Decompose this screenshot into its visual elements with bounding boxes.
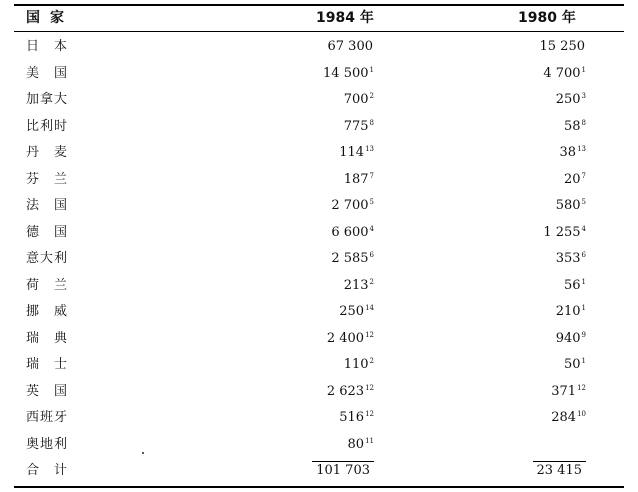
table-row (14, 34, 624, 61)
table-body (14, 34, 624, 485)
value-1984-value: 6 600 (331, 224, 369, 240)
value-1984 (344, 114, 374, 141)
value-1984 (327, 379, 374, 406)
value-1984-note: 1 (369, 65, 374, 74)
header-country: 国家 (26, 10, 74, 26)
country-name: 德 国 (26, 224, 69, 240)
total-label: 合 计 (26, 463, 69, 478)
table-row (14, 432, 624, 459)
value-1984 (339, 405, 374, 432)
value-1980 (556, 326, 586, 353)
value-1984-note: 6 (369, 251, 374, 259)
value-1980-note: 1 (581, 65, 586, 74)
header-1984: 1984 年 (316, 10, 374, 26)
value-1980-value: 20 (563, 171, 581, 187)
value-1984 (348, 432, 374, 459)
country-name: 日 本 (26, 39, 69, 54)
value-1980-value: 353 (555, 251, 581, 266)
country-name: 丹 麦 (26, 145, 69, 160)
value-1984-value: 775 (343, 118, 369, 134)
value-1984 (344, 167, 374, 194)
value-1984 (344, 87, 374, 114)
country-name: 瑞 典 (26, 330, 69, 346)
value-1984 (344, 273, 374, 300)
total-row (14, 458, 624, 485)
country-name: 荷 兰 (26, 277, 69, 293)
value-1984-value: 67 300 (327, 39, 373, 54)
value-1980-value: 58 (563, 118, 581, 134)
value-1980 (560, 140, 586, 167)
table-row (14, 326, 624, 353)
country-name: 意大利 (26, 251, 69, 266)
table-row (14, 167, 624, 194)
value-1984-value: 516 (339, 410, 365, 425)
value-1984-value: 110 (343, 357, 369, 372)
value-1980-value: 50 (563, 357, 581, 372)
value-1984-note: 12 (365, 383, 374, 392)
value-1980-note: 7 (581, 171, 586, 180)
value-1980 (585, 432, 586, 459)
scan-speck (142, 452, 144, 454)
value-1980-value: 1 255 (543, 224, 581, 240)
value-1980-note: 6 (581, 251, 586, 259)
value-1980-note: 1 (581, 304, 586, 312)
value-1980 (564, 167, 586, 194)
value-1980 (543, 61, 586, 88)
value-1984-note: 2 (369, 357, 374, 365)
value-1984-note: 7 (369, 171, 374, 180)
table-row (14, 220, 624, 247)
country-name: 芬 兰 (26, 171, 69, 187)
value-1980-value: 250 (555, 92, 581, 107)
value-1980-note: 5 (581, 198, 586, 206)
value-1984-note: 13 (365, 145, 374, 153)
value-1980-value: 284 (551, 410, 577, 425)
table-row (14, 140, 624, 167)
table-row (14, 352, 624, 379)
country-name: 奥地利 (26, 436, 69, 452)
value-1980-value: 56 (563, 277, 581, 293)
value-1984 (344, 352, 374, 379)
total-1980-value: 23 415 (533, 461, 587, 478)
value-1984-note: 2 (369, 92, 374, 100)
value-1984 (339, 140, 374, 167)
value-1984-note: 11 (365, 436, 374, 445)
value-1984-value: 187 (343, 171, 369, 187)
value-1980-value: 4 700 (543, 65, 581, 81)
value-1980 (564, 352, 586, 379)
value-1984 (331, 220, 374, 247)
value-1980 (556, 193, 586, 220)
table-row (14, 114, 624, 141)
value-1980 (556, 87, 586, 114)
value-1984-value: 14 500 (323, 65, 369, 81)
value-1980-note: 4 (581, 224, 586, 233)
country-name: 西班牙 (26, 410, 69, 425)
value-1980-value: 210 (555, 304, 581, 319)
value-1980 (540, 34, 587, 61)
table-row (14, 379, 624, 406)
total-1984 (312, 458, 374, 485)
total-1984-value: 101 703 (312, 461, 374, 478)
value-1980 (543, 220, 586, 247)
value-1984-value: 2 585 (331, 251, 369, 266)
value-1984-note: 12 (365, 330, 374, 339)
country-name: 瑞 士 (26, 357, 69, 372)
value-1980-note: 13 (577, 145, 586, 153)
country-name: 法 国 (26, 198, 69, 213)
value-1984 (323, 61, 374, 88)
value-1984-value: 213 (343, 277, 369, 293)
value-1980 (551, 405, 586, 432)
value-1980-value: 38 (559, 145, 577, 160)
value-1980 (564, 273, 586, 300)
value-1984 (331, 246, 374, 273)
country-name: 挪 威 (26, 304, 69, 319)
total-1980 (533, 458, 587, 485)
country-name: 美 国 (26, 65, 69, 81)
table-row (14, 273, 624, 300)
table-row (14, 405, 624, 432)
value-1980 (556, 299, 586, 326)
value-1980-note: 8 (581, 118, 586, 127)
value-1984-note: 5 (369, 198, 374, 206)
country-name: 比利时 (26, 118, 69, 134)
table-row (14, 246, 624, 273)
value-1980-note: 10 (577, 410, 586, 418)
country-name: 加拿大 (26, 92, 69, 107)
table-row (14, 193, 624, 220)
value-1980-note: 1 (581, 357, 586, 365)
value-1984 (327, 326, 374, 353)
value-1984-note: 2 (369, 277, 374, 286)
value-1984-value: 700 (343, 92, 369, 107)
value-1980 (551, 379, 586, 406)
value-1984 (331, 193, 374, 220)
header-1980: 1980 年 (518, 10, 576, 26)
table-row (14, 87, 624, 114)
value-1984-value: 2 700 (331, 198, 369, 213)
value-1980-note: 12 (577, 383, 586, 392)
value-1984-note: 14 (365, 304, 374, 312)
value-1980 (556, 246, 586, 273)
value-1984-value: 2 623 (326, 383, 365, 399)
value-1984-note: 4 (369, 224, 374, 233)
value-1980-note: 1 (581, 277, 586, 286)
value-1984-note: 8 (369, 118, 374, 127)
value-1980-value: 15 250 (539, 39, 585, 54)
value-1980 (564, 114, 586, 141)
value-1984-value: 2 400 (326, 330, 365, 346)
country-name: 英 国 (26, 383, 69, 399)
table-header-rule (14, 31, 624, 32)
table-row (14, 299, 624, 326)
value-1984 (328, 34, 375, 61)
value-1984-value: 114 (339, 145, 365, 160)
value-1980-note: 3 (581, 92, 586, 100)
value-1980-value: 371 (551, 383, 577, 399)
value-1984-value: 80 (347, 436, 365, 452)
value-1984-note: 12 (365, 410, 374, 418)
value-1984-value: 250 (339, 304, 365, 319)
value-1980-note: 9 (581, 330, 586, 339)
value-1980-value: 940 (555, 330, 581, 346)
table-row (14, 61, 624, 88)
value-1980-value: 580 (555, 198, 581, 213)
table-bottom-rule (14, 486, 624, 488)
value-1984 (339, 299, 374, 326)
